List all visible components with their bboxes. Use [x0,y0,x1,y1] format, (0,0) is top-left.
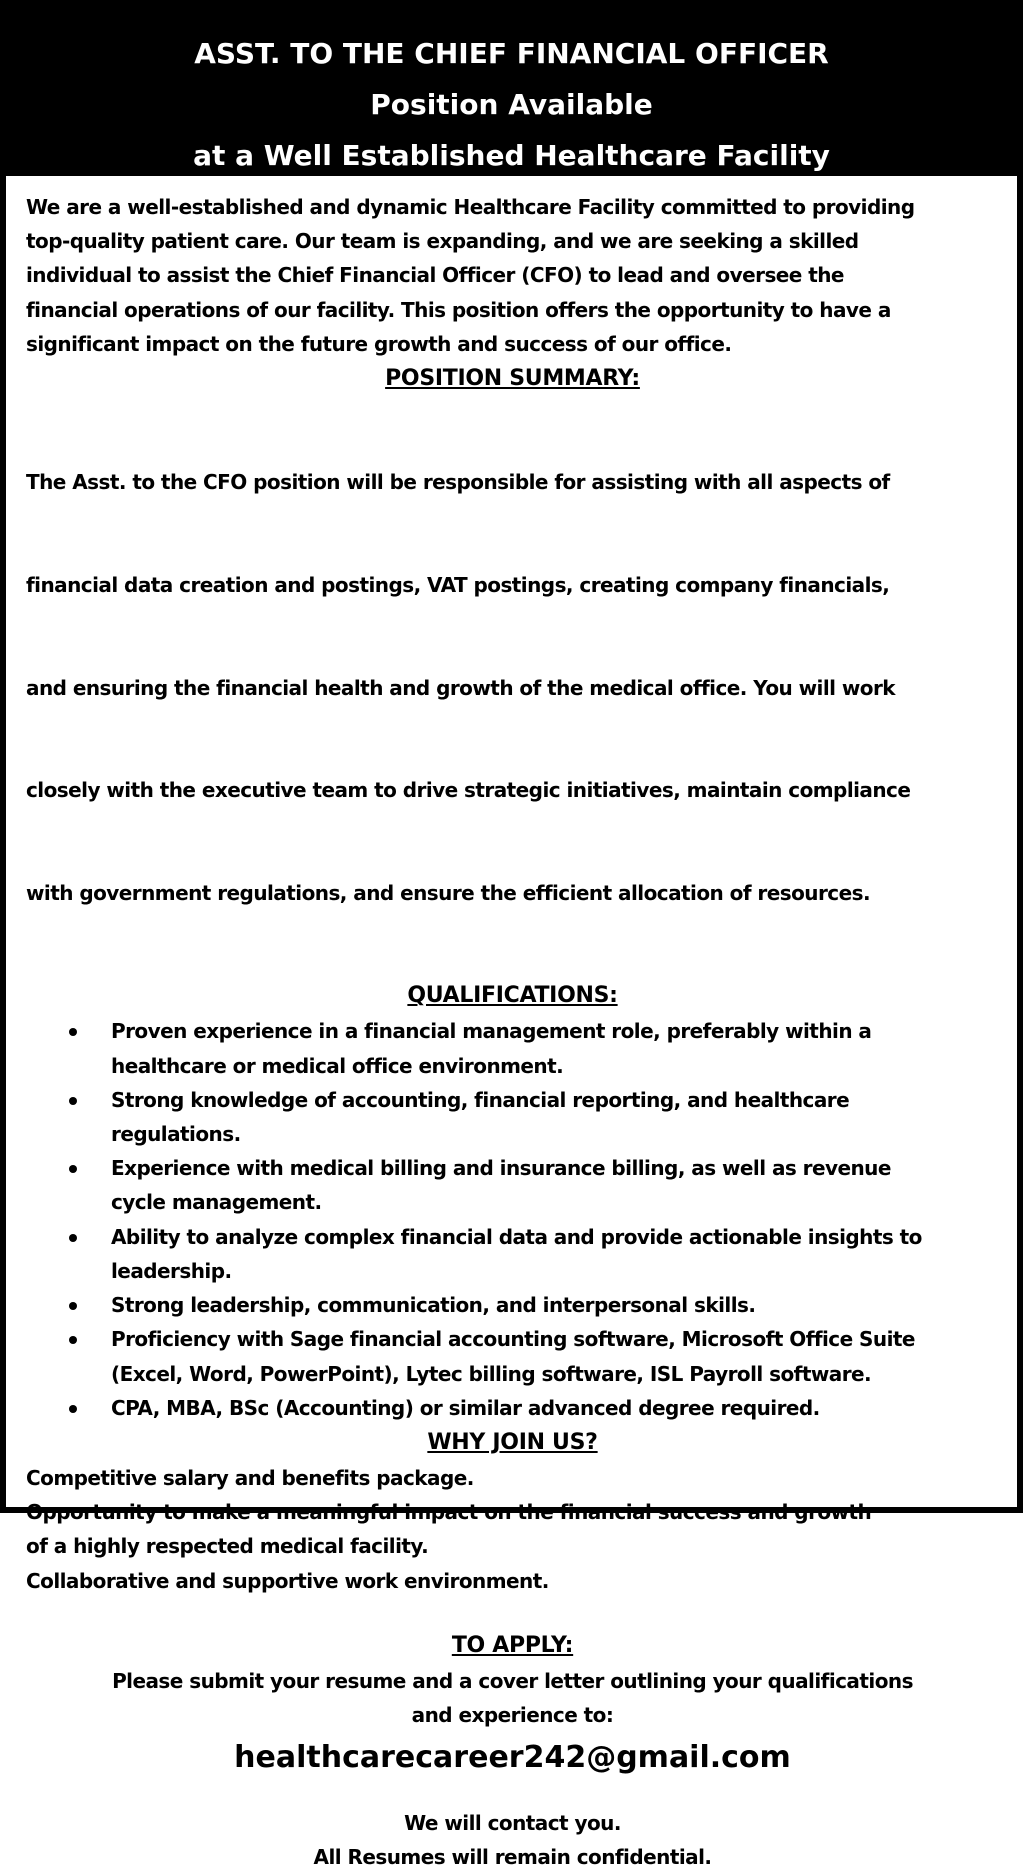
bullet-icon [69,1097,77,1105]
header-banner [6,6,1017,176]
bullet-icon [69,1405,77,1413]
why-join-line: Competitive salary and benefits package. [26,1465,474,1490]
list-item [56,1151,999,1219]
summary-line: with government regulations, and ensure the efficient allocation of resources. [26,880,871,905]
qualifications-heading: QUALIFICATIONS: [407,983,618,1009]
list-item [56,1391,999,1425]
list-item-line: Strong knowledge of accounting, financial reporting, and healthcare [111,1087,850,1112]
bullet-icon [69,1336,77,1344]
list-item-line: Experience with medical billing and insurance billing, as well as revenue [111,1156,891,1181]
list-item-line: Proven experience in a financial management role, preferably within a [111,1019,872,1044]
summary-line: The Asst. to the CFO position will be responsible for assisting with all aspects of [26,470,890,495]
to-apply-heading: TO APPLY: [451,1632,574,1658]
summary-paragraph [26,397,999,978]
position-available-line: Position Available [370,88,653,121]
why-join-line: Collaborative and supportive work environment. [26,1568,549,1593]
list-item-line: CPA, MBA, BSc (Accounting) or similar advanced degree required. [111,1395,820,1420]
why-join-paragraph [26,1461,999,1598]
bullet-icon [69,1028,77,1036]
list-item [56,1014,999,1082]
closing-line: We will contact you. [404,1811,621,1836]
summary-line: financial data creation and postings, VAT postings, creating company financials, [26,573,890,598]
summary-line: closely with the executive team to drive strategic initiatives, maintain compliance [26,778,911,803]
position-summary-heading: POSITION SUMMARY: [385,366,640,392]
summary-line: and ensuring the financial health and growth of the medical office. You will work [26,675,896,700]
why-join-heading: WHY JOIN US? [427,1429,598,1455]
why-join-line: of a highly respected medical facility. [26,1534,429,1559]
intro-line: financial operations of our facility. This position offers the opportunity to have a [26,297,891,322]
closing-note [26,1806,999,1874]
list-item-line: cycle management. [111,1190,322,1215]
list-item-line: (Excel, Word, PowerPoint), Lytec billing software, ISL Payroll software. [111,1361,872,1386]
list-item-line: Proficiency with Sage financial accounting software, Microsoft Office Suite [111,1327,915,1352]
list-item [56,1322,999,1390]
facility-line: at a Well Established Healthcare Facility [193,139,830,172]
intro-paragraph [26,190,999,361]
bullet-icon [69,1302,77,1310]
job-title: ASST. TO THE CHIEF FINANCIAL OFFICER [194,37,829,70]
list-item-line: Strong leadership, communication, and interpersonal skills. [111,1293,756,1318]
list-item-line: healthcare or medical office environment. [111,1053,564,1078]
apply-instructions [26,1664,999,1732]
bullet-icon [69,1165,77,1173]
intro-line: significant impact on the future growth and success of our office. [26,331,732,356]
qualifications-list [56,1014,999,1424]
list-item [56,1288,999,1322]
apply-line: Please submit your resume and a cover letter outlining your qualifications [112,1668,913,1693]
apply-line: and experience to: [411,1702,614,1727]
list-item [56,1220,999,1288]
bullet-icon [69,1234,77,1242]
posting-body [6,176,1017,1875]
closing-line: All Resumes will remain confidential. [313,1845,712,1870]
list-item [56,1083,999,1151]
list-item-line: Ability to analyze complex financial data and provide actionable insights to [111,1224,922,1249]
intro-line: individual to assist the Chief Financial Officer (CFO) to lead and oversee the [26,263,844,288]
intro-line: top-quality patient care. Our team is expanding, and we are seeking a skilled [26,229,859,254]
why-join-line: Opportunity to make a meaningful impact on the financial success and growth [26,1500,872,1525]
intro-line: We are a well-established and dynamic Healthcare Facility committed to providing [26,195,915,219]
list-item-line: leadership. [111,1258,232,1283]
contact-email[interactable]: healthcarecareer242@gmail.com [234,1740,791,1776]
list-item-line: regulations. [111,1122,241,1147]
